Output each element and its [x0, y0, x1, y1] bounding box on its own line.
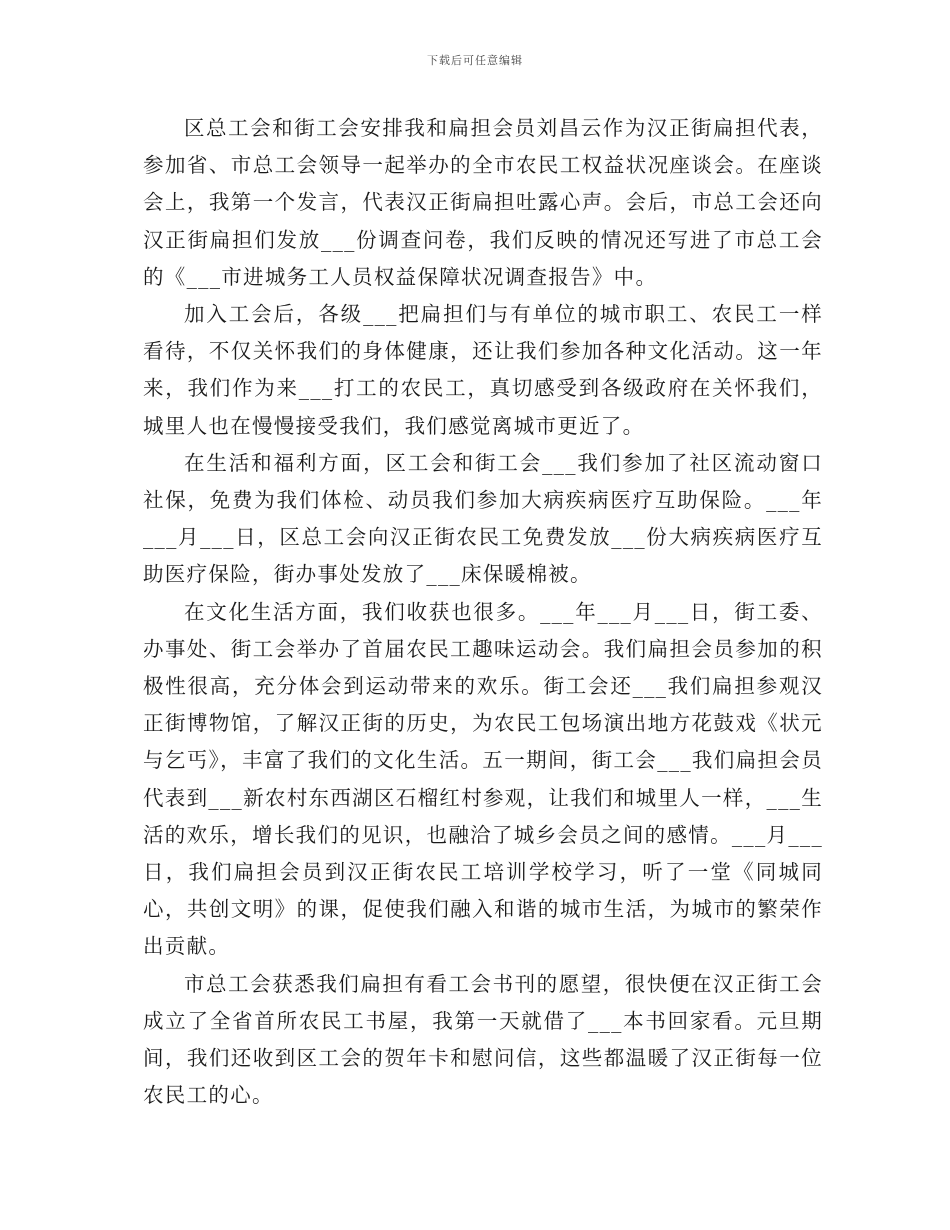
paragraph-2: 加入工会后，各级___把扁担们与有单位的城市职工、农民工一样看待，不仅关怀我们的身体健康，还让我们参加各种文化活动。这一年来，我们作为来___打工的农民工，真切感受到各级政府在关怀我们，城里人也在慢慢接受我们，我们感觉离城市更近了。 [143, 302, 823, 438]
page-header: 下载后可任意编辑 [427, 54, 523, 67]
paragraph-3: 在生活和福利方面，区工会和街工会___我们参加了社区流动窗口社保，免费为我们体检、动员我们参加大病疾病医疗互助保险。___年___月___日，区总工会向汉正街农民工免费发放___份大病疾病医疗互助医疗保险，街办事处发放了___床保暖棉被。 [143, 450, 823, 587]
paragraph-5: 市总工会获悉我们扁担有看工会书刊的愿望，很快便在汉正街工会成立了全省首所农民工书屋，我第一天就借了___本书回家看。元旦期间，我们还收到区工会的贺年卡和慰问信，这些都温暖了汉正街每一位农民工的心。 [143, 971, 823, 1108]
paragraph-4: 在文化生活方面，我们收获也很多。___年___月___日，街工委、办事处、街工会举办了首届农民工趣味运动会。我们扁担会员参加的积极性很高，充分体会到运动带来的欢乐。街工会还___我们扁担参观汉正街博物馆，了解汉正街的历史，为农民工包场演出地方花鼓戏《状元与乞丐》，丰富了我们的文化生活。五一期间，街工会___我们扁担会员代表到___新农村东西湖区石榴红村参观，让我们和城里人一样，___生活的欢乐，增长我们的见识，也融洽了城乡会员之间的感情。___月___日，我们扁担会员到汉正街农民工培训学校学习，听了一堂《同城同心，共创文明》的课，促使我们融入和谐的城市生活，为城市的繁荣作出贡献。 [143, 599, 823, 959]
paragraph-1: 区总工会和街工会安排我和扁担会员刘昌云作为汉正街扁担代表，参加省、市总工会领导一起举办的全市农民工权益状况座谈会。在座谈会上，我第一个发言，代表汉正街扁担吐露心声。会后，市总工会还向汉正街扁担们发放___份调查问卷，我们反映的情况还写进了市总工会的《___市进城务工人员权益保障状况调查报告》中。 [143, 116, 823, 289]
document-body [143, 110, 823, 1114]
